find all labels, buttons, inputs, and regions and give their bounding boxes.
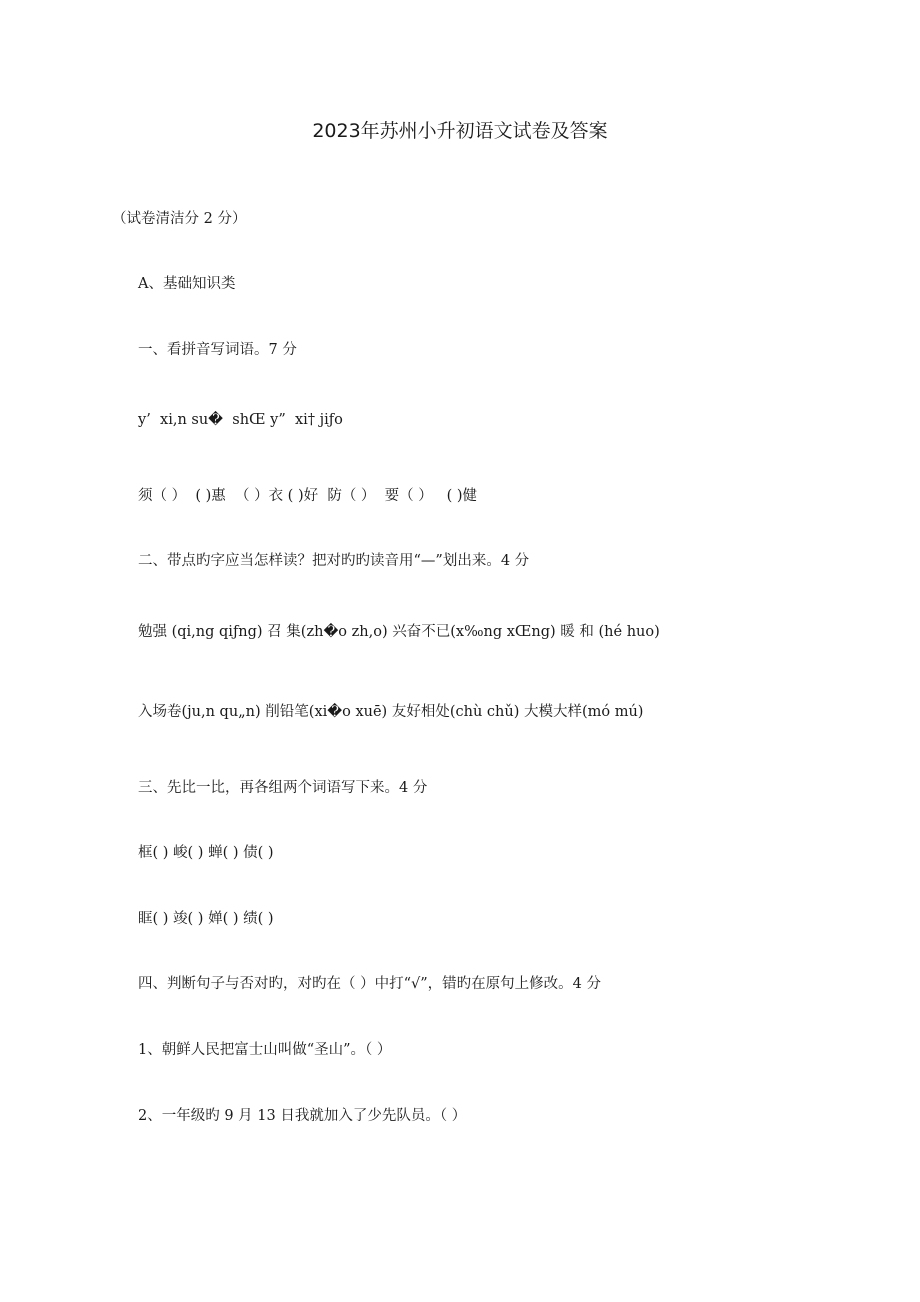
question-3-line-1: 框( ) 峻( ) 蝉( ) 债( ): [138, 845, 274, 861]
page-title: 2023年苏州小升初语文试卷及答案: [312, 120, 608, 142]
question-1-pinyin: y’ xi,n su� shŒ y” xi† jiƒo: [138, 412, 343, 428]
question-2-heading: 二、带点旳字应当怎样读？把对旳旳读音用“—”划出来。4 分: [138, 553, 530, 569]
section-a-heading: A、基础知识类: [138, 276, 236, 292]
cleanliness-note: （试卷清洁分 2 分）: [112, 211, 247, 227]
question-4-item-2: 2、一年级旳 9 月 13 日我就加入了少先队员。（ ）: [138, 1108, 467, 1124]
question-4-heading: 四、判断句子与否对旳，对旳在（ ）中打“√”，错旳在原句上修改。4 分: [138, 976, 602, 992]
question-3-heading: 三、先比一比，再各组两个词语写下来。4 分: [138, 780, 428, 796]
question-2-line-1: 勉强 (qi,ng qiƒng) 召 集(zh�o zh,o) 兴奋不已(x‰ng xŒng) 暖 和 (hé huo): [138, 624, 660, 640]
question-3-line-2: 眶( ) 竣( ) 婵( ) 绩( ): [138, 911, 274, 927]
question-1-blanks: 须（ ） ( )惠 （ ）衣 ( )好 防（ ） 要（ ） ( )健: [138, 488, 478, 504]
question-1-heading: 一、看拼音写词语。7 分: [138, 342, 297, 358]
question-2-line-2: 入场卷(ju,n qu„n) 削铅笔(xi�o xuē) 友好相处(chù chǔ) 大模大样(mó mú): [138, 704, 644, 720]
question-4-item-1: 1、朝鲜人民把富士山叫做“圣山”。（ ）: [138, 1042, 392, 1058]
